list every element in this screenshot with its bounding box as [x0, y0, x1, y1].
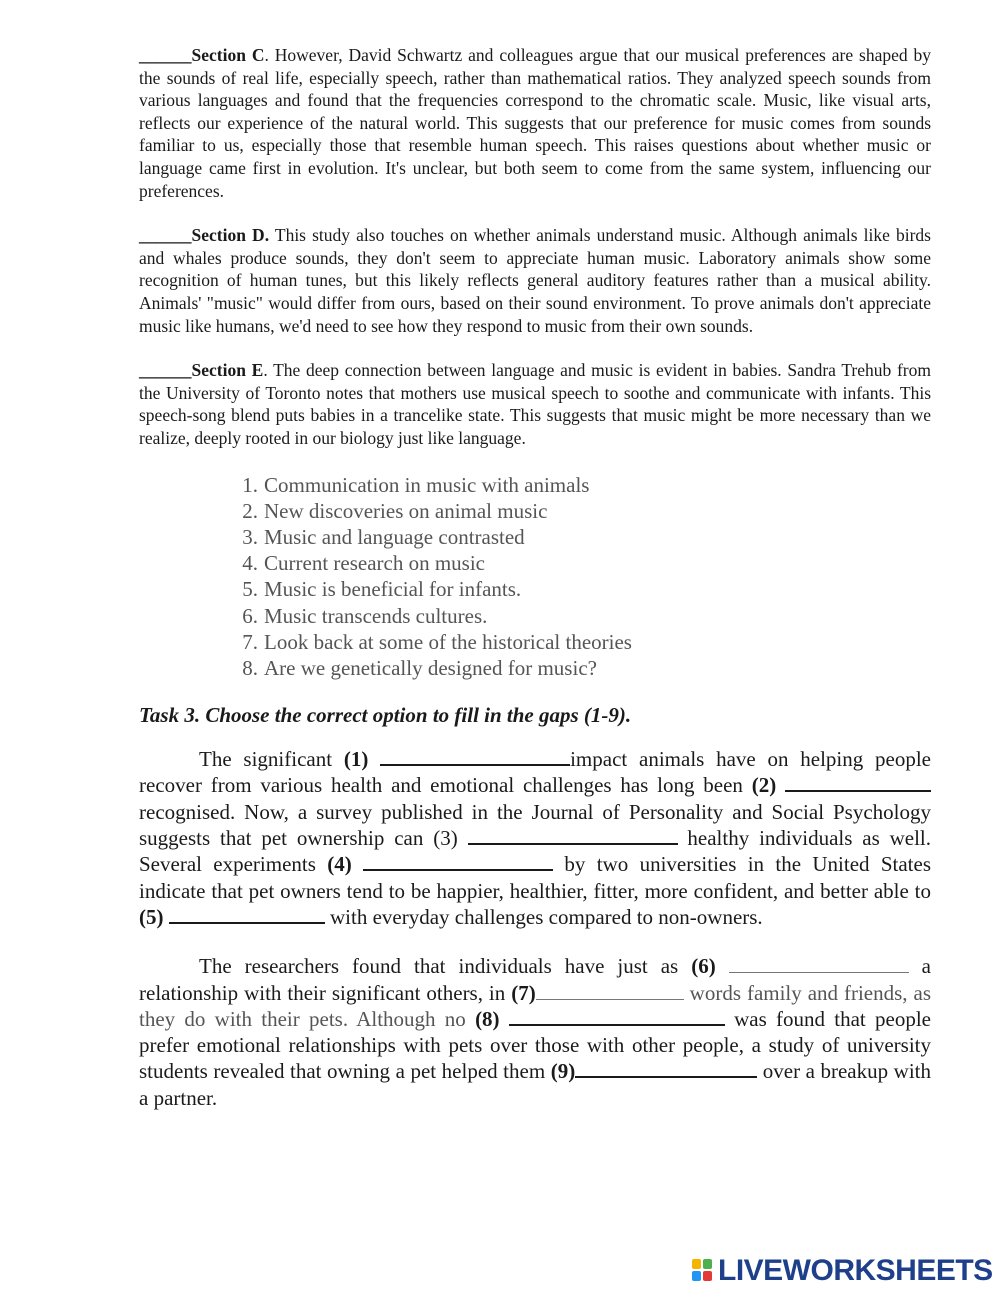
- gap-1-input[interactable]: [380, 748, 570, 766]
- liveworksheets-logo-icon: [692, 1259, 714, 1283]
- list-item: 4. Current research on music: [242, 551, 486, 576]
- gap-4-input[interactable]: [363, 853, 553, 871]
- gap-label-8: (8): [475, 1006, 500, 1031]
- section-c-title: Section C: [191, 45, 265, 65]
- list-item: 3. Music and language contrasted: [242, 524, 525, 549]
- headings-list: [139, 472, 931, 682]
- list-item: 5. Music is beneficial for infants.: [242, 577, 522, 602]
- gap-7-input[interactable]: [536, 983, 684, 1000]
- liveworksheets-logo[interactable]: [692, 1254, 993, 1287]
- section-c-text: . However, David Schwartz and colleagues argue that our musical preferences are shaped by the sounds of real life, especially speech, rather than mathematical ratios. They analyzed speech sounds from various languages and found that the frequencies correspond to the chromatic scale. Music, like visual arts, reflects our experience of the natural world. This suggests that our preference for music comes from sounds familiar to us, especially those that resemble human speech. This raises questions about whether music or language came first in evolution. It's unclear, but both seem to come from the same system, influencing our preferences.: [139, 45, 932, 201]
- gap-label-1: (1): [343, 747, 369, 772]
- list-item: 8. Are we genetically designed for music?: [242, 655, 597, 680]
- worksheet-page: [139, 44, 931, 1134]
- gap-5-input[interactable]: [169, 906, 325, 924]
- section-d-text: This study also touches on whether animals understand music. Although animals like birds and whales produce sounds, they don't seem to appreciate human music. Laboratory animals show some recognition of human tunes, but this likely reflects general auditory features rather than a musical ability. Animals' "music" would differ from ours, based on their sound environment. To prove animals don't appreciate music like humans, we'd need to see how they respond to music from their own sounds.: [139, 225, 931, 336]
- section-e-title: Section E: [191, 360, 264, 381]
- liveworksheets-logo-text: LIVEWORKSHEETS: [718, 1254, 993, 1287]
- gap-label-3: (3): [433, 826, 458, 851]
- list-item: 6. Music transcends cultures.: [242, 603, 488, 628]
- list-item: 1. Communication in music with animals: [242, 472, 590, 497]
- gap-label-9: (9): [550, 1059, 576, 1084]
- section-c-answer-blank[interactable]: ______: [139, 45, 192, 65]
- task-3-heading: Task 3. Choose the correct option to fill in the gaps (1-9).: [139, 703, 632, 728]
- list-item: 2. New discoveries on animal music: [242, 498, 548, 523]
- gap-9-input[interactable]: [575, 1060, 757, 1078]
- section-e-answer-blank[interactable]: ______: [139, 360, 192, 381]
- gap-label-2: (2): [751, 773, 777, 798]
- section-d-title: Section D.: [191, 225, 270, 246]
- section-d-paragraph: [139, 224, 931, 337]
- gap-label-5: (5): [139, 904, 164, 929]
- gap-3-input[interactable]: [468, 827, 678, 845]
- gap-8-input[interactable]: [509, 1008, 725, 1026]
- gap-2-input[interactable]: [785, 774, 931, 792]
- task-3-paragraph-1: The significant (1) impact animals have on helping people recover from various health and emotional challenges has long been (2) recognised. Now, a survey published in the Journal of Personality and Social Psychology suggests that pet ownership can (3) healthy individuals as well. Several experiments (4) by two universities in the United States indicate that pet owners tend to be happier, healthier, fitter, more confident, and better able to (5) with everyday challenges compared to non-owners.: [139, 747, 932, 929]
- section-e-text: . The deep connection between language and music is evident in babies. Sandra Trehub from the University of Toronto notes that mothers use musical speech to soothe and communicate with infants. This speech-song blend puts babies in a trancelike state. This suggests that music might be more necessary than we realize, deeply rooted in our biology just like language.: [139, 360, 931, 448]
- gap-6-input[interactable]: [729, 956, 909, 973]
- section-d-answer-blank[interactable]: ______: [139, 225, 192, 246]
- gap-label-4: (4): [327, 852, 352, 877]
- list-item: 7. Look back at some of the historical theories: [242, 629, 632, 654]
- section-c-paragraph: [139, 44, 931, 202]
- gap-label-6: (6): [691, 954, 716, 979]
- section-e-paragraph: [139, 359, 931, 449]
- gap-label-7: (7): [511, 980, 536, 1005]
- task-3-paragraph-2: The researchers found that individuals have just as (6) a relationship with their significant others, in (7) words family and friends, as they do with their pets. Although no (8) was found that people prefer emotional relationships with pets over those with other people, a study of university students revealed that owning a pet helped them (9) over a breakup with a partner.: [139, 954, 932, 1110]
